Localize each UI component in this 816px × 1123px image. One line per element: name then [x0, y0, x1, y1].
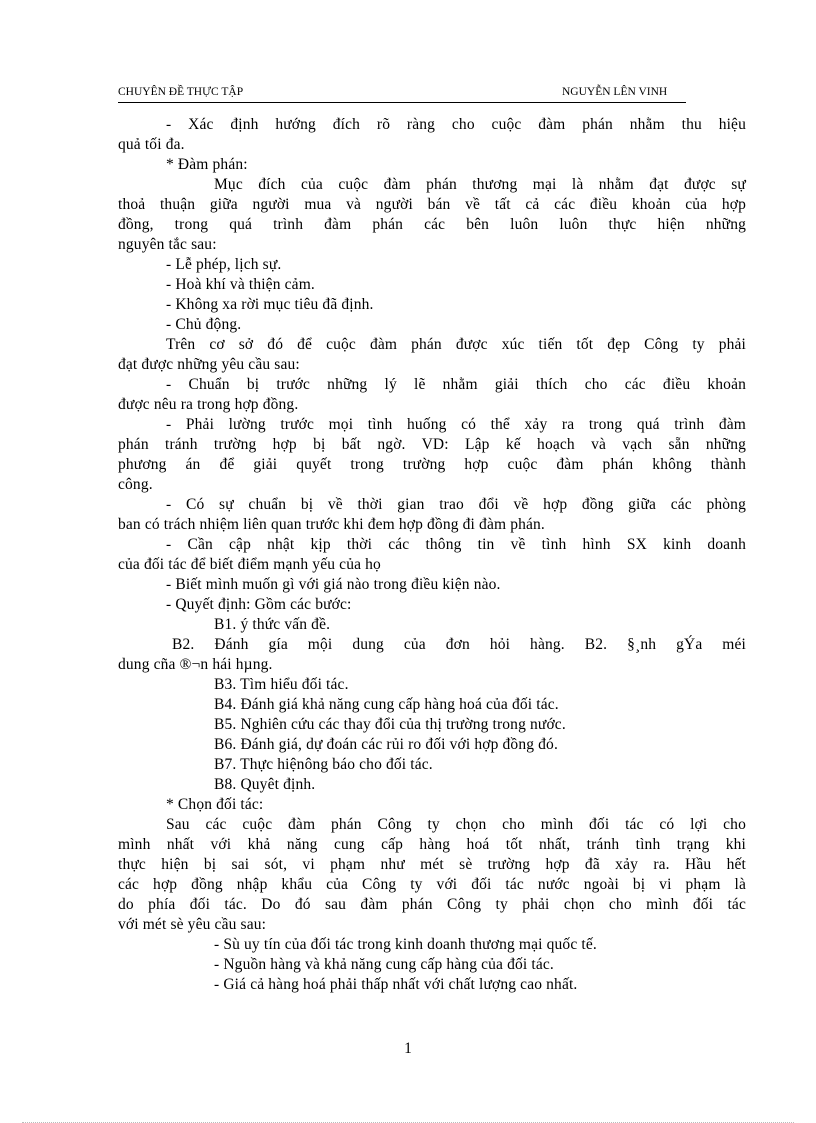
text-line: B6. Đánh giá, dự đoán các rủi ro đối với hợp đồng đó. — [214, 736, 558, 753]
text-line: - Chủ động. — [166, 316, 242, 333]
text-line: * Đàm phán: — [166, 156, 248, 173]
text-line: B1. ý thức vấn đề. — [214, 616, 331, 633]
text-line: với mét sè yêu cầu sau: — [118, 916, 267, 933]
text-line: B3. Tìm hiểu đối tác. — [214, 676, 349, 693]
text-line: phương án để giải quyết trong trường hợp cuộc đàm phán không thành — [118, 456, 746, 473]
header-right: NGUYỄN LÊN VINH — [562, 86, 668, 98]
page-header — [118, 86, 686, 103]
text-line: đồng, trong quá trình đàm phán các bên luôn luôn thực hiện những — [118, 216, 746, 233]
text-line: B4. Đánh giá khả năng cung cấp hàng hoá của đối tác. — [214, 696, 559, 713]
text-line: B7. Thực hiệnông báo cho đối tác. — [214, 756, 433, 773]
text-line: đạt được những yêu cầu sau: — [118, 356, 300, 373]
text-line: B2. Đánh gía mội dung của đơn hỏi hàng. B2. §¸nh gÝa méi — [172, 636, 746, 653]
text-line: các hợp đồng nhập khẩu của Công ty với đối tác nước ngoài bị vi phạm là — [118, 876, 746, 893]
text-line: của đối tác để biết điểm mạnh yếu của họ — [118, 556, 381, 573]
text-line: nguyên tắc sau: — [118, 236, 217, 253]
text-line: được nêu ra trong hợp đồng. — [118, 396, 299, 413]
text-line: ban có trách nhiệm liên quan trước khi đem hợp đồng đi đàm phán. — [118, 516, 545, 533]
text-line: B5. Nghiên cứu các thay đổi của thị trường trong nước. — [214, 716, 566, 733]
text-line: thực hiện bị sai sót, vi phạm như mét sè trường hợp đã xảy ra. Hầu hết — [118, 856, 746, 873]
text-line: - Nguồn hàng và khả năng cung cấp hàng của đối tác. — [214, 956, 554, 973]
text-line: quả tối đa. — [118, 136, 185, 153]
text-line: dung cña ®¬n hái hµng. — [118, 656, 273, 673]
text-line: - Lễ phép, lịch sự. — [166, 256, 282, 273]
text-line: do phía đối tác. Do đó sau đàm phán Công ty phải chọn cho mình đối tác — [118, 896, 746, 913]
text-line: phán tránh trường hợp bị bất ngờ. VD: Lập kế hoạch và vạch sẵn những — [118, 436, 746, 453]
text-line: - Xác định hướng đích rõ ràng cho cuộc đàm phán nhằm thu hiệu — [166, 116, 746, 133]
text-line: Sau các cuộc đàm phán Công ty chọn cho mình đối tác có lợi cho — [166, 816, 746, 833]
text-line: mình nhất với khả năng cung cấp hàng hoá tốt nhất, tránh tình trạng khi — [118, 836, 746, 853]
text-line: * Chọn đối tác: — [166, 796, 264, 813]
text-line: - Biết mình muốn gì với giá nào trong điều kiện nào. — [166, 576, 501, 593]
text-line: - Có sự chuẩn bị về thời gian trao đổi về hợp đồng giữa các phòng — [166, 496, 746, 513]
header-left: CHUYÊN ĐỀ THỰC TẬP — [118, 86, 244, 98]
text-line: - Không xa rời mục tiêu đã định. — [166, 296, 374, 313]
text-line: Trên cơ sở đó để cuộc đàm phán được xúc tiến tốt đẹp Công ty phải — [166, 336, 746, 353]
text-line: - Sù uy tín của đối tác trong kinh doanh thương mại quốc tế. — [214, 936, 597, 953]
text-line: B8. Quyêt định. — [214, 776, 316, 793]
text-line: Mục đích của cuộc đàm phán thương mại là nhằm đạt được sự — [214, 176, 746, 193]
text-line: - Hoà khí và thiện cảm. — [166, 276, 315, 293]
text-line: - Quyết định: Gồm các bước: — [166, 596, 352, 613]
text-line: công. — [118, 476, 153, 493]
text-line: - Cần cập nhật kịp thời các thông tin về tình hình SX kinh doanh — [166, 536, 746, 553]
text-line: - Giá cả hàng hoá phải thấp nhất với chất lượng cao nhất. — [214, 976, 578, 993]
page-number: 1 — [404, 1040, 412, 1057]
text-line: - Phải lường trước mọi tình huống có thể xảy ra trong quá trình đàm — [166, 416, 746, 433]
text-line: - Chuẩn bị trước những lý lẽ nhằm giải thích cho các điều khoản — [166, 376, 746, 393]
text-line: thoả thuận giữa người mua và người bán về tất cả các điều khoản của hợp — [118, 196, 746, 213]
